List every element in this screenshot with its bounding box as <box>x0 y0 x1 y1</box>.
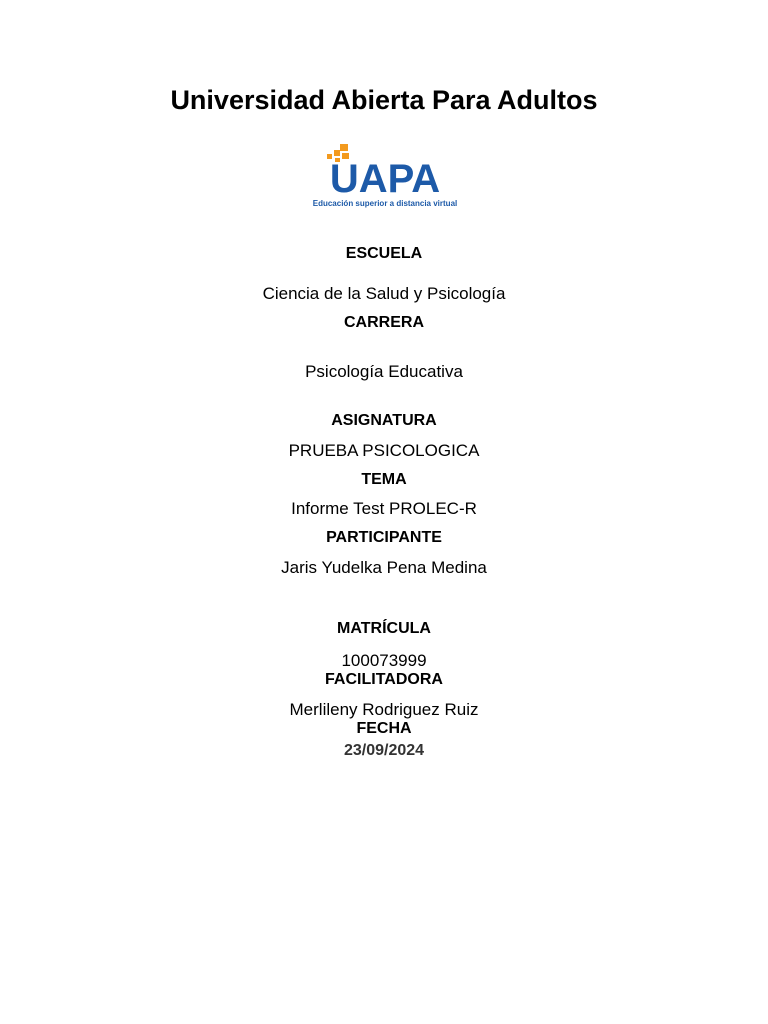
matricula-value: 100073999 <box>341 651 427 670</box>
escuela-label: ESCUELA <box>345 245 423 262</box>
logo-tagline: Educación superior a distancia virtual <box>312 199 458 208</box>
logo-wordmark: UAPA <box>329 157 441 201</box>
facilitadora-value: Merlileny Rodriguez Ruiz <box>289 700 479 719</box>
participante-label: PARTICIPANTE <box>326 529 442 546</box>
asignatura-value: PRUEBA PSICOLOGICA <box>288 441 480 460</box>
uapa-logo <box>300 141 470 211</box>
participante-value: Jaris Yudelka Pena Medina <box>281 558 487 577</box>
matricula-label: MATRÍCULA <box>337 620 431 637</box>
escuela-value: Ciencia de la Salud y Psicología <box>262 284 506 303</box>
document-title: Universidad Abierta Para Adultos <box>170 85 598 115</box>
fecha-label: FECHA <box>356 720 412 737</box>
facilitadora-label: FACILITADORA <box>325 671 443 688</box>
tema-value: Informe Test PROLEC-R <box>291 499 477 518</box>
fecha-value: 23/09/2024 <box>343 742 425 759</box>
carrera-value: Psicología Educativa <box>305 362 463 381</box>
carrera-label: CARRERA <box>344 314 424 331</box>
tema-label: TEMA <box>361 471 407 488</box>
asignatura-label: ASIGNATURA <box>331 412 437 429</box>
